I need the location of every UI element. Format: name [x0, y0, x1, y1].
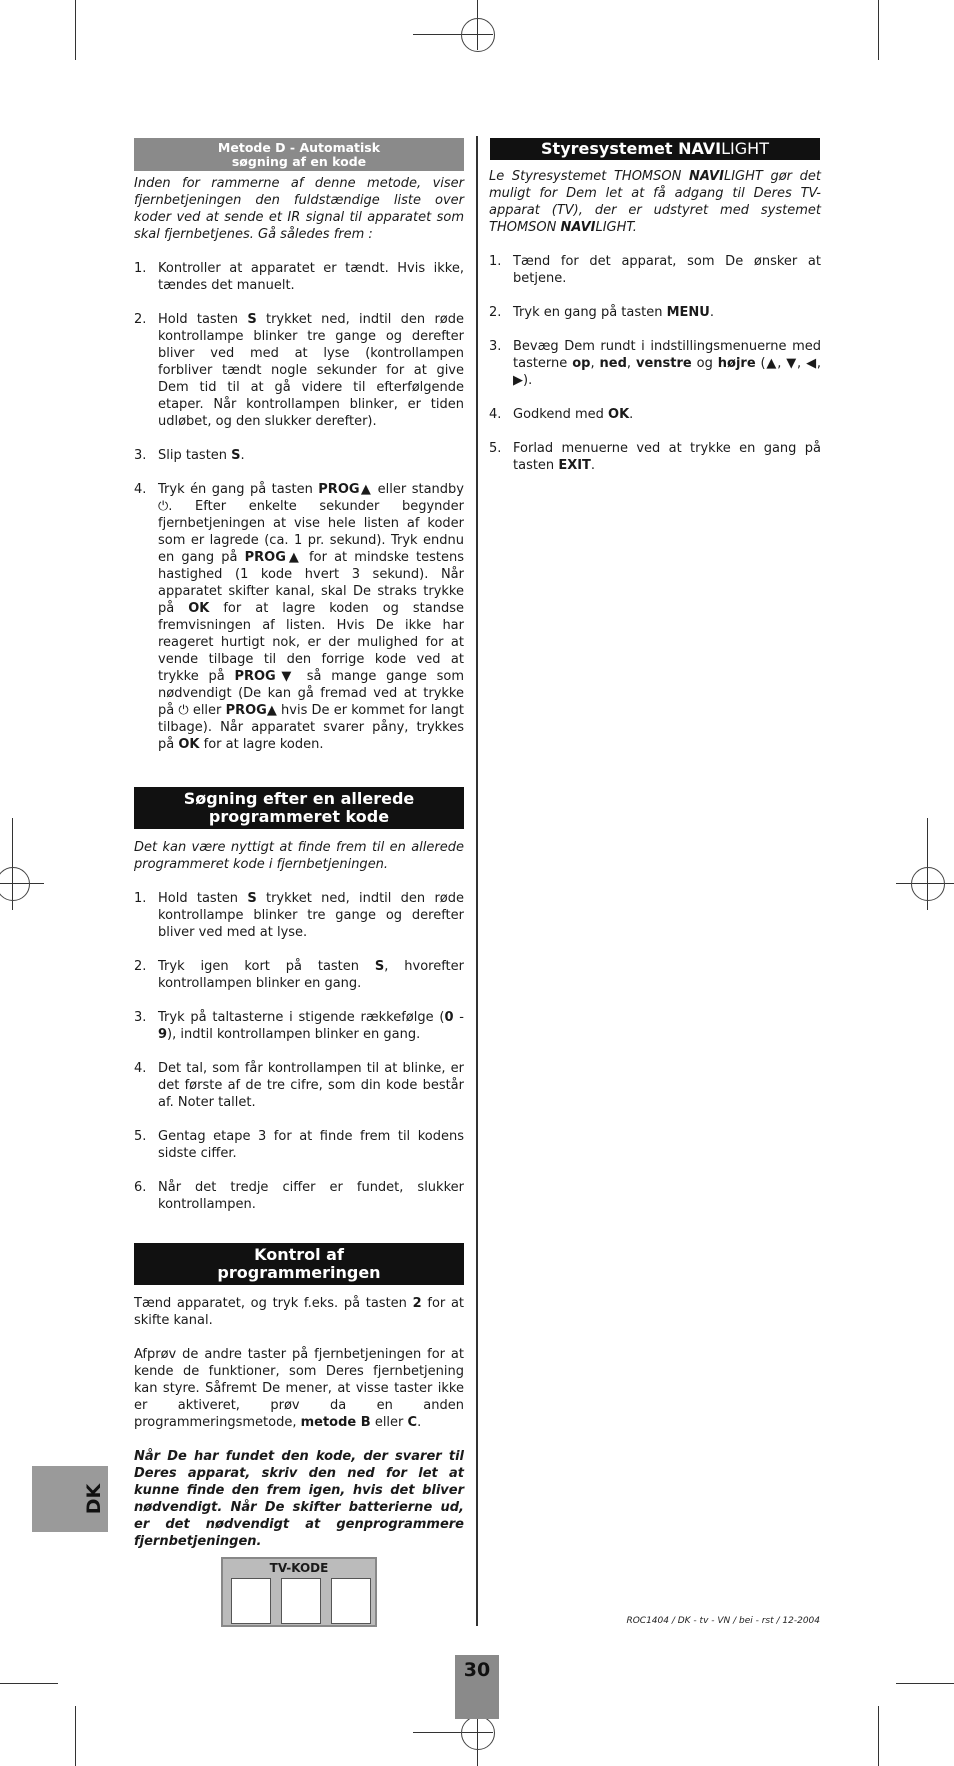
list-item: 2. Tryk en gang på tasten MENU. — [489, 305, 715, 320]
list-item: 1. Hold tasten S trykket ned, indtil den røde kontrollampe blinker tre gange og derefter bliver ved med at lyse. — [134, 891, 464, 940]
tv-code-digit-box — [281, 1578, 321, 1624]
search-steps — [134, 890, 464, 1213]
registration-circle — [461, 18, 495, 52]
page-number: 30 — [463, 1659, 491, 1681]
tv-code-box — [221, 1557, 377, 1627]
left-column — [134, 138, 464, 1550]
search-intro: Det kan være nyttigt at finde frem til en allerede programmeret kode i fjernbetjeningen. — [134, 840, 464, 872]
crop-mark — [75, 0, 76, 60]
navilight-steps — [489, 253, 821, 474]
list-item: 6. Når det tredje ciffer er fundet, slukker kontrollampen. — [134, 1180, 464, 1212]
registration-circle — [461, 1716, 495, 1750]
crop-mark — [896, 1683, 954, 1684]
registration-circle — [0, 867, 30, 901]
crop-mark — [878, 0, 879, 60]
list-item: 3. Slip tasten S. — [134, 448, 245, 463]
tv-code-digit-box — [231, 1578, 271, 1624]
list-item: 3. Bevæg Dem rundt i indstillingsmenuerne med tasterne op, ned, venstre og højre (▲, ▼, ◀, ▶). — [489, 339, 822, 388]
list-item: 5. Gentag etape 3 for at finde frem til kodens sidste ciffer. — [134, 1129, 464, 1161]
registration-circle — [911, 867, 945, 901]
list-item: 5. Forlad menuerne ved at trykke en gang på tasten EXIT. — [489, 441, 821, 473]
language-tab — [32, 1466, 108, 1532]
method-d-steps — [134, 260, 464, 753]
crop-mark — [75, 1706, 76, 1766]
navilight-intro: Le Styresystemet THOMSON NAVILIGHT gør det muligt for Dem let at få adgang til Deres TV-apparat (TV), der er udstyret med systemet THOMSON NAVILIGHT. — [489, 169, 821, 235]
control-header: Kontrol af programmeringen — [134, 1243, 464, 1285]
control-note: Når De har fundet den kode, der svarer til Deres apparat, skriv den ned for let at kunne finde den frem igen, hvis det bliver nødvendigt. Når De skifter batterierne ud, er det nødvendigt at genprogrammere fjernbetjeningen. — [134, 1449, 464, 1549]
control-paragraph-1: Tænd apparatet, og tryk f.eks. på tasten 2 for at skifte kanal. — [134, 1296, 465, 1328]
right-column — [489, 138, 821, 491]
list-item: 2. Tryk igen kort på tasten S, hvorefter kontrollampen blinker en gang. — [134, 959, 464, 991]
language-tab-label: DK — [83, 1483, 105, 1515]
search-header: Søgning efter en allerede programmeret kode — [134, 787, 464, 829]
crop-mark — [0, 1683, 58, 1684]
list-item: 4. Det tal, som får kontrollampen til at blinke, er det første af de tre cifre, som din kode består af. Noter tallet. — [134, 1061, 464, 1110]
list-item: 4. Tryk én gang på tasten PROG▲ eller standby ⏻. Efter enkelte sekunder begynder fjernbetjeningen at vise hele listen af koder som er lagrede (ca. 1 pr. sekund). Tryk endnu en gang på PROG▲ for at mindske testens hastighed (1 kode hvert 3 sekund). Når apparatet skifter kanal, skal De straks trykke på OK for at lagre koden og standse fremvisningen af listen. Hvis De ikke har reageret hurtigt nok, er der mulighed for at vende tilbage til den forrige kode ved at trykke på PROG▼ så mange gange som nødvendigt (De kan gå fremad ved at trykke på ⏻ eller PROG▲ hvis De er kommet for langt tilbage). Når apparatet svarer påny, trykkes på OK for at lagre koden. — [134, 482, 465, 752]
navilight-header: Styresystemet NAVILIGHT — [490, 138, 820, 160]
page-number-box — [455, 1655, 499, 1719]
list-item: 4. Godkend med OK. — [489, 407, 634, 422]
list-item: 1. Tænd for det apparat, som De ønsker at betjene. — [489, 254, 821, 286]
list-item: 1. Kontroller at apparatet er tændt. Hvis ikke, tændes det manuelt. — [134, 261, 464, 293]
tv-code-digit-box — [331, 1578, 371, 1624]
column-divider — [476, 136, 478, 1626]
control-paragraph-2: Afprøv de andre taster på fjernbetjeningen for at kende de funktioner, som Deres fjernbetjening kan styre. Såfremt De mener, at visse taster ikke er aktiveret, prøv da en anden programmeringsmetode, metode B eller C. — [134, 1347, 464, 1430]
footer-reference: ROC1404 / DK - tv - VN / bei - rst / 12-2004 — [626, 1616, 820, 1626]
crop-mark — [878, 1706, 879, 1766]
method-d-header: Metode D - Automatisk søgning af en kode — [134, 138, 464, 171]
list-item: 3. Tryk på taltasterne i stigende rækkefølge (0 - 9), indtil kontrollampen blinker en gang. — [134, 1010, 464, 1042]
method-d-intro: Inden for rammerne af denne metode, viser fjernbetjeningen den fuldstændige liste over koder ved at sende et IR signal til apparatet som skal fjernbetjenes. Gå således frem : — [134, 176, 464, 242]
tv-code-label: TV-KODE — [269, 1561, 329, 1575]
list-item: 2. Hold tasten S trykket ned, indtil den røde kontrollampe blinker tre gange og derefter bliver ved med at lyse (kontrollampen forbliver tændt nogle sekunder for at give Dem tid til at gå videre til efterfølgende etaper. Når kontrollampen blinker, er tiden udløbet, og den slukker derefter). — [134, 312, 464, 429]
